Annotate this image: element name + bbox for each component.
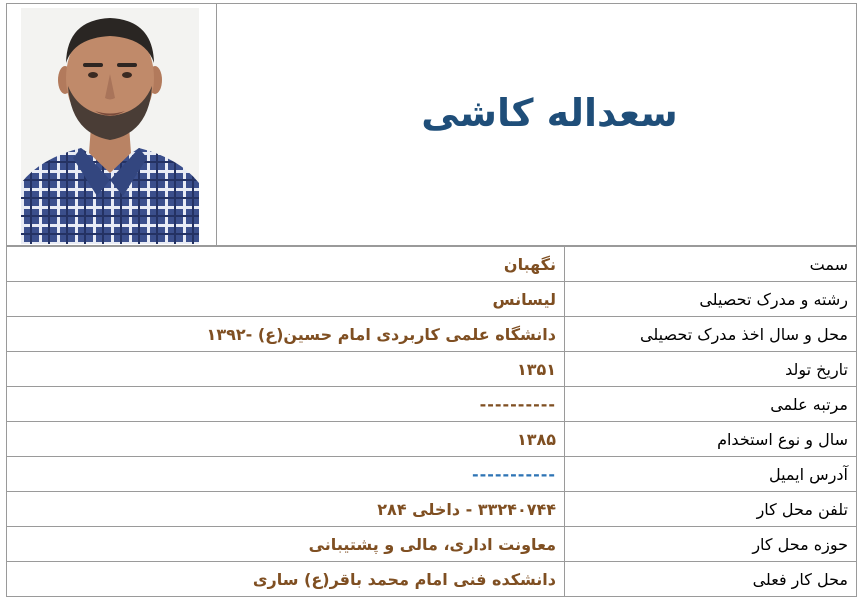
photo-cell [7, 4, 217, 245]
current-workplace-value: دانشکده فنی امام محمد باقر(ع) ساری [7, 562, 565, 597]
email-label: آدرس ایمیل [565, 457, 857, 492]
table-row [7, 352, 857, 387]
birth-date-label: تاریخ تولد [565, 352, 857, 387]
table-row [7, 562, 857, 597]
table-row [7, 317, 857, 352]
degree-value: لیسانس [7, 282, 565, 317]
current-workplace-label: محل کار فعلی [565, 562, 857, 597]
employment-label: سال و نوع استخدام [565, 422, 857, 457]
table-row [7, 282, 857, 317]
degree-place-label: محل و سال اخذ مدرک تحصیلی [565, 317, 857, 352]
work-phone-value: ۳۳۲۴۰۷۴۴ - داخلی ۲۸۴ [7, 492, 565, 527]
position-label: سمت [565, 247, 857, 282]
info-table [6, 246, 857, 597]
profile-photo [21, 8, 199, 244]
table-row [7, 422, 857, 457]
degree-place-value: دانشگاه علمی کاربردی امام حسین(ع) -۱۳۹۲ [7, 317, 565, 352]
table-row [7, 247, 857, 282]
academic-rank-value: ---------- [7, 387, 565, 422]
position-value: نگهبان [7, 247, 565, 282]
portrait-image [21, 8, 199, 244]
work-area-label: حوزه محل کار [565, 527, 857, 562]
work-area-value: معاونت اداری، مالی و پشتیبانی [7, 527, 565, 562]
table-row [7, 457, 857, 492]
table-row [7, 387, 857, 422]
work-phone-label: تلفن محل کار [565, 492, 857, 527]
email-value: ----------- [7, 457, 565, 492]
birth-date-value: ۱۳۵۱ [7, 352, 565, 387]
employment-value: ۱۳۸۵ [7, 422, 565, 457]
academic-rank-label: مرتبه علمی [565, 387, 857, 422]
profile-header [6, 3, 857, 246]
table-row [7, 527, 857, 562]
table-row [7, 492, 857, 527]
name-title-cell [217, 4, 856, 245]
person-name: سعداله کاشی [421, 90, 678, 135]
degree-label: رشته و مدرک تحصیلی [565, 282, 857, 317]
